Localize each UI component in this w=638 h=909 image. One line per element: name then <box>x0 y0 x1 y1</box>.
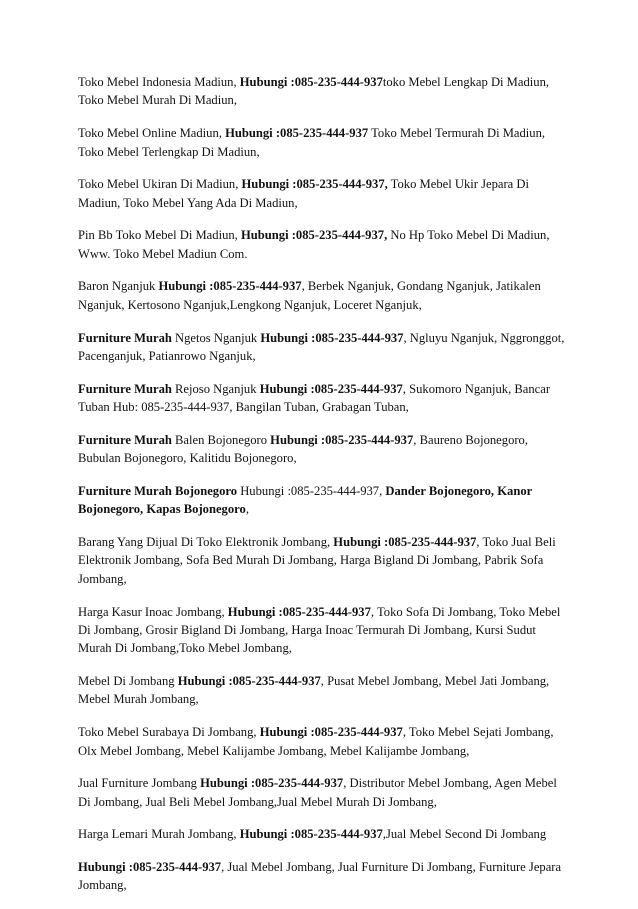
bold-text: Furniture Murah <box>78 330 172 345</box>
paragraph <box>78 533 566 588</box>
bold-text: Hubungi :085-235-444-937 <box>333 534 477 549</box>
text-run: Toko Mebel Ukiran Di Madiun, <box>78 177 242 192</box>
paragraph <box>78 226 566 263</box>
bold-text: Hubungi :085-235-444-937, <box>240 228 388 243</box>
text-run: Mebel Di Jombang <box>78 674 178 689</box>
bold-text: Hubungi :085-235-444-937 <box>270 432 414 447</box>
document-body <box>78 73 566 909</box>
text-run: , Baureno Bojonegoro, Bubulan Bojonegoro, Kalitidu Bojonegoro, <box>78 432 529 466</box>
paragraph <box>78 124 566 161</box>
paragraph <box>78 603 566 658</box>
text-run: Toko Mebel Indonesia Madiun, <box>78 75 240 89</box>
bold-text: Hubungi :085-235-444-937 <box>239 75 383 89</box>
paragraph <box>78 482 566 519</box>
text-run: , Toko Mebel Sejati Jombang, Olx Mebel Jombang, Mebel Kalijambe Jombang, Mebel Kalijambe Jombang, <box>78 725 554 758</box>
text-run: Barang Yang Dijual Di Toko Elektronik Jombang, <box>78 534 334 549</box>
paragraph <box>78 431 566 468</box>
text-run: No Hp Toko Mebel Di Madiun, Www. Toko Mebel Madiun Com. <box>78 228 550 261</box>
text-run: Toko Mebel Online Madiun, <box>78 126 226 141</box>
text-run: Ngetos Nganjuk <box>171 330 261 345</box>
bold-text: Hubungi :085-235-444-937, <box>241 177 388 192</box>
text-run: Rejoso Nganjuk <box>171 381 260 396</box>
paragraph <box>78 774 566 811</box>
bold-text: Hubungi :085-235-444-937 <box>78 860 222 875</box>
text-run: Balen Bojonegoro <box>171 432 271 447</box>
bold-text: Hubungi :085-235-444-937 <box>259 381 403 396</box>
text-run: toko Mebel Lengkap Di Madiun, Toko Mebel Murah Di Madiun, <box>78 75 550 108</box>
bold-text: Hubungi :085-235-444-937 <box>239 827 383 842</box>
paragraph <box>78 723 566 760</box>
paragraph <box>78 175 566 212</box>
text-run: ,Jual Mebel Second Di Jombang <box>382 827 547 842</box>
paragraph <box>78 277 566 314</box>
text-run: Jual Furniture Jombang <box>78 776 201 791</box>
text-run: Harga Kasur Inoac Jombang, <box>78 604 228 619</box>
text-run: Toko Mebel Surabaya Di Jombang, <box>78 725 260 740</box>
text-run: , Jual Mebel Jombang, Jual Furniture Di Jombang, Furniture Jepara Jombang, <box>78 860 562 893</box>
bold-text: Furniture Murah <box>78 381 172 396</box>
text-run: Toko Mebel Termurah Di Madiun, Toko Mebel Terlengkap Di Madiun, <box>78 126 546 159</box>
bold-text: Hubungi :085-235-444-937 <box>225 126 369 141</box>
bold-text: Hubungi :085-235-444-937 <box>177 674 321 689</box>
bold-text: Hubungi :085-235-444-937 <box>158 279 302 294</box>
text-run: , <box>245 502 249 517</box>
paragraph <box>78 73 566 110</box>
text-run: , Toko Sofa Di Jombang, Toko Mebel Di Jombang, Grosir Bigland Di Jombang, Harga Inoac Termurah Di Jombang, Kursi Sudut Murah Di Jombang,Toko Mebel Jombang, <box>78 604 561 656</box>
text-run: , Pusat Mebel Jombang, Mebel Jati Jombang, Mebel Murah Jombang, <box>78 674 550 707</box>
text-run: , Ngluyu Nganjuk, Nggronggot, Pacenganjuk, Patianrowo Nganjuk, <box>78 330 565 363</box>
bold-text: Dander Bojonegoro, Kanor Bojonegoro, Kapas Bojonegoro <box>78 483 532 517</box>
paragraph <box>78 672 566 709</box>
text-run: , Berbek Nganjuk, Gondang Nganjuk, Jatikalen Nganjuk, Kertosono Nganjuk,Lengkong Nganjuk, Loceret Nganjuk, <box>78 279 541 312</box>
text-run: , Distributor Mebel Jombang, Agen Mebel Di Jombang, Jual Beli Mebel Jombang,Jual Mebel Murah Di Jombang, <box>78 776 557 809</box>
text-run: , Sukomoro Nganjuk, Bancar Tuban Hub: 085-235-444-937, Bangilan Tuban, Grabagan Tuban, <box>78 381 551 415</box>
text-run: Pin Bb Toko Mebel Di Madiun, <box>78 228 241 243</box>
paragraph <box>78 380 566 417</box>
text-run: , Toko Jual Beli Elektronik Jombang, Sofa Bed Murah Di Jombang, Harga Bigland Di Jombang, Pabrik Sofa Jombang, <box>78 534 556 586</box>
bold-text: Hubungi :085-235-444-937 <box>227 604 371 619</box>
text-run: Harga Lemari Murah Jombang, <box>78 827 240 842</box>
bold-text: Hubungi :085-235-444-937 <box>200 776 344 791</box>
text-run: Hubungi :085-235-444-937, <box>237 483 386 498</box>
text-run: Toko Mebel Ukir Jepara Di Madiun, Toko Mebel Yang Ada Di Madiun, <box>78 177 529 210</box>
bold-text: Hubungi :085-235-444-937 <box>260 330 404 345</box>
paragraph <box>78 329 566 366</box>
bold-text: Furniture Murah Bojonegoro <box>78 483 238 498</box>
text-run: Baron Nganjuk <box>78 279 159 294</box>
paragraph <box>78 825 566 843</box>
paragraph <box>78 858 566 895</box>
bold-text: Hubungi :085-235-444-937 <box>259 725 403 740</box>
bold-text: Furniture Murah <box>78 432 172 447</box>
